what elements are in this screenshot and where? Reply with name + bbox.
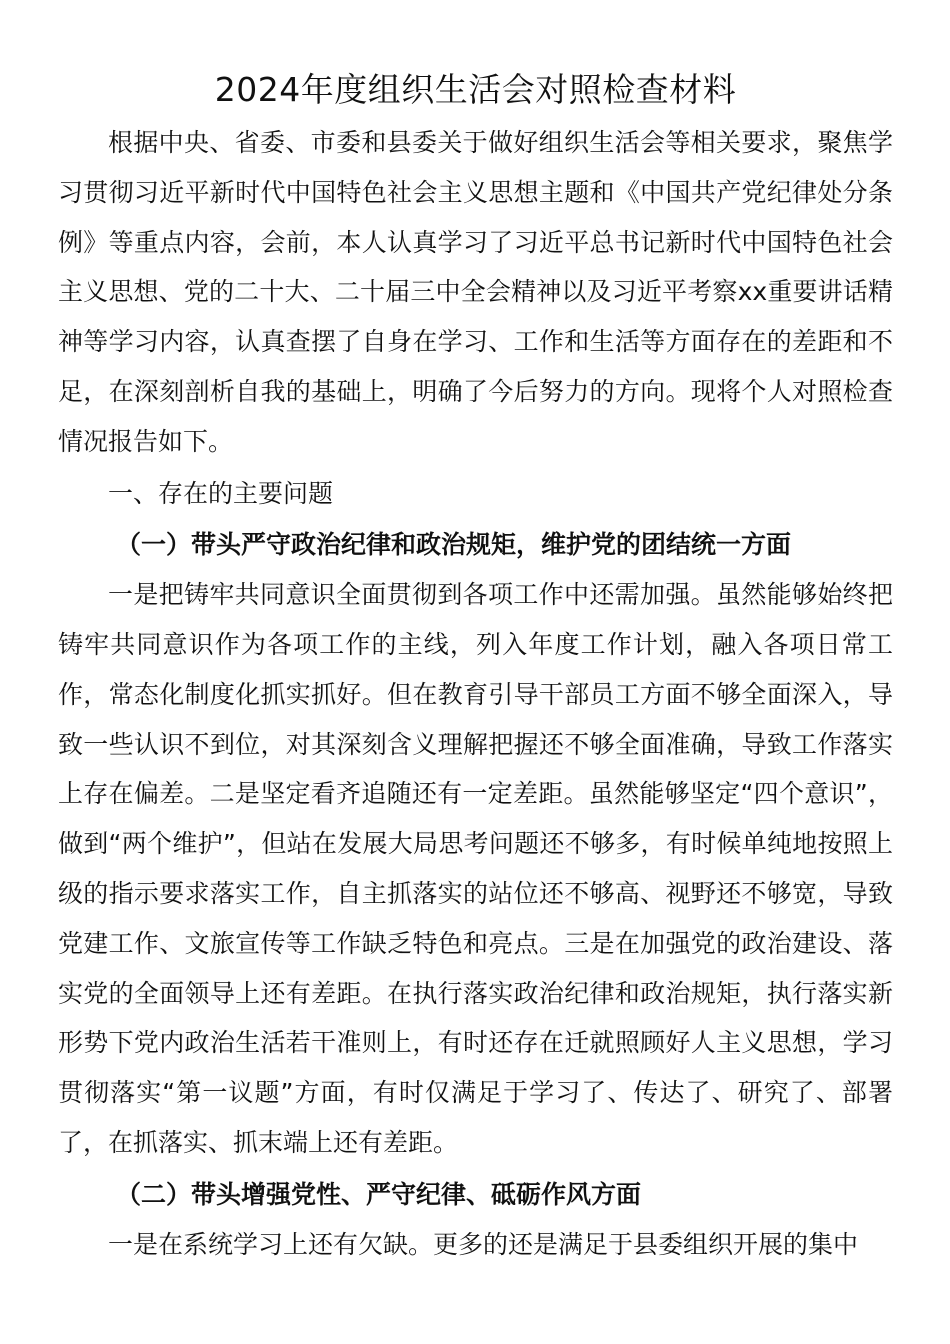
- section-heading-problems: 一、存在的主要问题: [108, 478, 334, 508]
- intro-paragraph: 根据中央、省委、市委和县委关于做好组织生活会等相关要求，聚焦学习贯彻习近平新时代中国特色社会主义思想主题和《中国共产党纪律处分条例》等重点内容，会前，本人认真学习了习近平总书记新时代中国特色社会主义思想、党的二十大、二十届三中全会精神以及习近平考察xx重要讲话精神等学习内容，认真查摆了自身在学习、工作和生活等方面存在的差距和不足，在深刻剖析自我的基础上，明确了今后努力的方向。现将个人对照检查情况报告如下。: [58, 128, 893, 456]
- subsection-body-political-discipline: 一是把铸牢共同意识全面贯彻到各项工作中还需加强。虽然能够始终把铸牢共同意识作为各项工作的主线，列入年度工作计划，融入各项日常工作，常态化制度化抓实抓好。但在教育引导干部员工方面不够全面深入，导致一些认识不到位，对其深刻含义理解把握还不够全面准确，导致工作落实上存在偏差。二是坚定看齐追随还有一定差距。虽然能够坚定“四个意识”，做到“两个维护”，但站在发展大局思考问题还不够多，有时候单纯地按照上级的指示要求落实工作，自主抓落实的站位还不够高、视野还不够宽，导致党建工作、文旅宣传等工作缺乏特色和亮点。三是在加强党的政治建设、落实党的全面领导上还有差距。在执行落实政治纪律和政治规矩，执行落实新形势下党内政治生活若干准则上，有时还存在迁就照顾好人主义思想，学习贯彻落实“第一议题”方面，有时仅满足于学习了、传达了、研究了、部署了，在抓落实、抓末端上还有差距。: [58, 580, 893, 1157]
- document-page: [58, 62, 893, 1269]
- subsection-heading-political-discipline: （一）带头严守政治纪律和政治规矩，维护党的团结统一方面: [116, 530, 792, 560]
- subsection-body-party-spirit: 一是在系统学习上还有欠缺。更多的还是满足于县委组织开展的集中: [108, 1229, 859, 1259]
- document-title: 2024年度组织生活会对照检查材料: [214, 70, 737, 109]
- subsection-heading-party-spirit: （二）带头增强党性、严守纪律、砥砺作风方面: [116, 1179, 642, 1209]
